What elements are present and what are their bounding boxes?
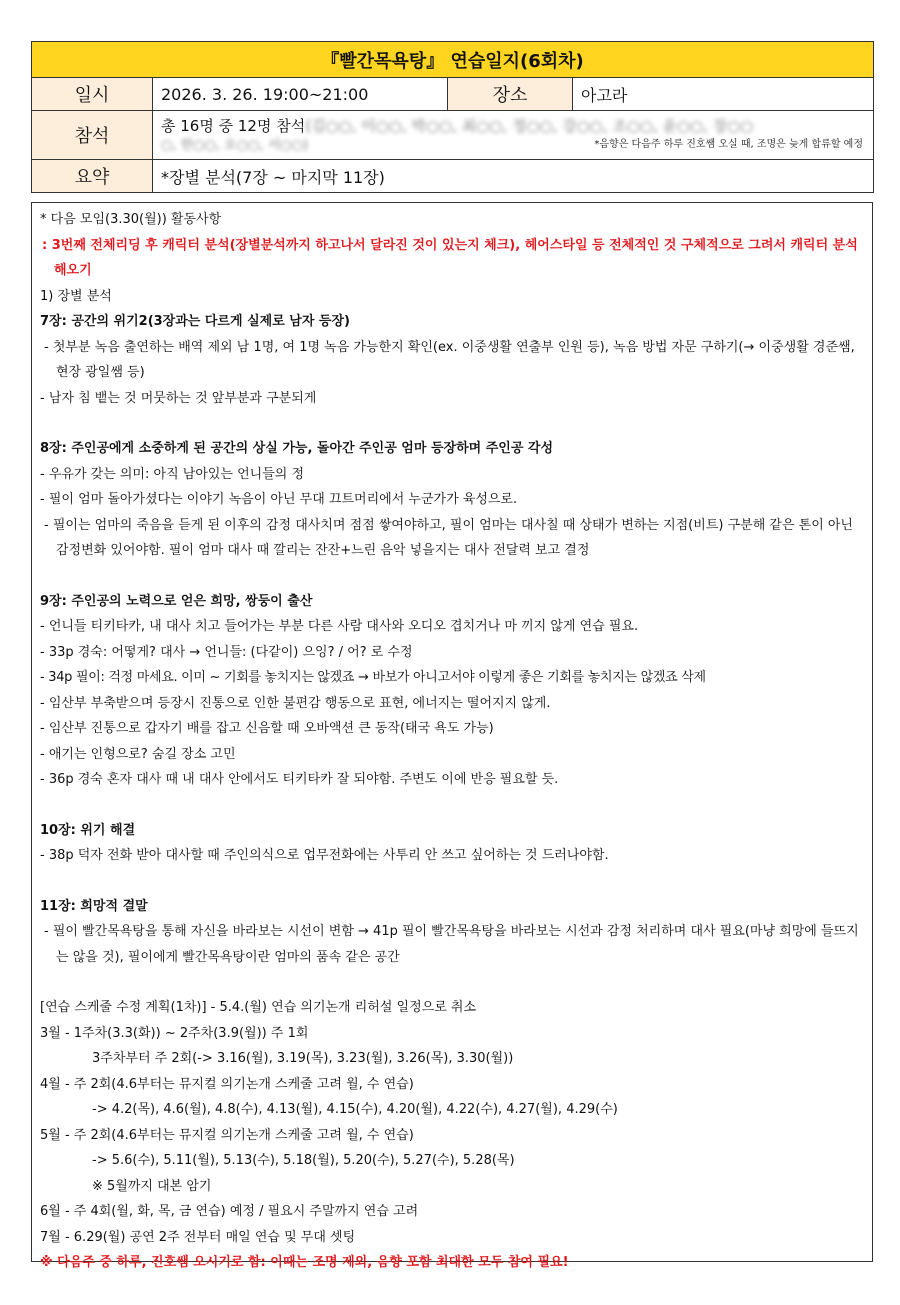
final-notice: ※ 다음주 중 하루, 진호쌤 오시기로 함: 이때는 조명 제외, 음향 포함 최대한 모두 참여 필요! (40, 1255, 569, 1270)
schedule-june: 6월 - 주 4회(월, 화, 목, 금 연습) 예정 / 필요시 주말까지 연습 고려 (40, 1204, 419, 1219)
next-meeting-line: * 다음 모임(3.30(월)) 활동사항 (40, 212, 222, 227)
list-item: - 임산부 진통으로 갑자기 배를 잡고 신음할 때 오바액션 큰 동작(태국 욕도 가능) (40, 721, 494, 736)
attendance-note: *음향은 다음주 하루 진호쌤 오실 때, 조명은 늦게 합류할 예정 (594, 139, 864, 150)
schedule-title: [연습 스케줄 수정 계획(1차)] - 5.4.(월) 연습 의기논개 리허설 일정으로 취소 (40, 1000, 477, 1015)
chapter9-title: 9장: 주인공의 노력으로 얻은 희망, 쌍둥이 출산 (40, 593, 313, 609)
summary-label: 요약 (32, 160, 153, 193)
schedule-may-detail: -> 5.6(수), 5.11(월), 5.13(수), 5.18(월), 5.20(수), 5.27(수), 5.28(목) (92, 1153, 515, 1168)
date-label: 일시 (32, 78, 153, 111)
chapter11-title: 11장: 희망적 결말 (40, 898, 148, 914)
list-item: - 필이 엄마 돌아가셨다는 이야기 녹음이 아닌 무대 끄트머리에서 누군가가 육성으로. (40, 492, 518, 507)
list-item: - 34p 필이: 걱정 마세요. 이미 ~ 기회를 놓치지는 않겠죠 → 바보가 아니고서야 이렇게 좋은 기회를 놓치지는 않겠죠 삭제 (40, 670, 706, 685)
chapter10-title: 10장: 위기 해결 (40, 822, 136, 838)
list-item: - 임산부 부축받으며 등장시 진통으로 인한 불편감 행동으로 표현, 에너지는 떨어지지 않게. (40, 695, 551, 711)
list-item: - 첫부분 녹음 출연하는 배역 제외 남 1명, 여 1명 녹음 가능한지 확인(ex. 이중생활 연출부 인원 등), 녹음 방법 자문 구하기(→ 이중생활 경준쌤, 현장 광일쌤 등) (44, 339, 855, 380)
date-value: 2026. 3. 26. 19:00~21:00 (153, 78, 448, 111)
attendance-label: 참석 (32, 111, 153, 160)
list-item: - 38p 덕자 전화 받아 대사할 때 주인의식으로 업무전화에는 사투리 안 쓰고 싶어하는 것 드러나야함. (40, 848, 609, 863)
attendance-names-blurred: (김○○, 이○○, 박○○, 최○○, 정○○, 강○○, 조○○, 윤○○, 장○○ (305, 117, 754, 135)
header-table (31, 41, 874, 193)
place-label: 장소 (448, 78, 573, 111)
schedule-may-note: ※ 5월까지 대본 암기 (92, 1178, 212, 1194)
list-item: - 36p 경숙 혼자 대사 때 내 대사 안에서도 티키타카 잘 되야함. 주변도 이에 반응 필요할 듯. (40, 772, 559, 787)
chapter8-title: 8장: 주인공에게 소중하게 된 공간의 상실 가능, 돌아간 주인공 엄마 등장하며 주인공 각성 (40, 441, 554, 456)
list-item: - 남자 침 뱉는 것 머뭇하는 것 앞부분과 구분되게 (40, 390, 317, 406)
list-item: - 33p 경숙: 어떻게? 대사 → 언니들: (다같이) 으잉? / 어? 로 수정 (40, 644, 413, 660)
list-item: - 언니들 티키타카, 내 대사 치고 들어가는 부분 다른 사람 대사와 오디오 겹치거나 마 끼지 않게 연습 필요. (40, 619, 639, 634)
summary-value: *장별 분석(7장 ~ 마지막 11장) (153, 160, 874, 193)
next-meeting-task: : 3번째 전체리딩 후 캐릭터 분석(장별분석까지 하고나서 달라진 것이 있는지 체크), 헤어스타일 등 전체적인 것 구체적으로 그려서 캐릭터 분석해오기 (42, 237, 858, 278)
schedule-march: 3월 - 1주차(3.3(화)) ~ 2주차(3.9(월)) 주 1회 (40, 1025, 309, 1041)
notes-body (31, 202, 873, 1270)
list-item: - 필이는 엄마의 죽음을 듣게 된 이후의 감정 대사치며 점점 쌓여야하고, 필이 엄마는 대사칠 때 상태가 변하는 지점(비트) 구분해 같은 톤이 아닌 감정변화 있어야함. 필이 엄마 대사 때 깔리는 잔잔+느린 음악 넣을지는 대사 전달력 보고 결정 (44, 517, 853, 558)
attendance-cell (153, 111, 874, 160)
document-title: 『빨간목욕탕』 연습일지(6회차) (32, 42, 874, 78)
list-item: - 우유가 갖는 의미: 아직 남아있는 언니들의 정 (40, 466, 305, 482)
list-item: - 애기는 인형으로? 숨길 장소 고민 (40, 746, 236, 762)
schedule-april: 4월 - 주 2회(4.6부터는 뮤지컬 의기논개 스케줄 고려 월, 수 연습) (40, 1076, 414, 1092)
attendance-names-blurred-2: ○, 한○○, 오○○, 서○○) (161, 138, 308, 153)
schedule-july: 7월 - 6.29(월) 공연 2주 전부터 매일 연습 및 무대 셋팅 (40, 1229, 356, 1245)
section-heading: 1) 장별 분석 (40, 288, 112, 304)
place-value: 아고라 (573, 78, 874, 111)
chapter7-title: 7장: 공간의 위기2(3장과는 다르게 실제로 남자 등장) (40, 314, 350, 329)
schedule-may: 5월 - 주 2회(4.6부터는 뮤지컬 의기논개 스케줄 고려 월, 수 연습) (40, 1127, 414, 1143)
schedule-march-detail: 3주차부터 주 2회(-> 3.16(월), 3.19(목), 3.23(월), 3.26(목), 3.30(월)) (92, 1051, 514, 1066)
attendance-count: 총 16명 중 12명 참석 (161, 117, 306, 135)
list-item: - 필이 빨간목욕탕을 통해 자신을 바라보는 시선이 변함 → 41p 필이 빨간목욕탕을 바라보는 시선과 감정 처리하며 대사 필요(마냥 희망에 들뜨지는 않을 것), 필이에게 빨간목욕탕이란 엄마의 품속 같은 공간 (44, 924, 859, 965)
schedule-april-detail: -> 4.2(목), 4.6(월), 4.8(수), 4.13(월), 4.15(수), 4.20(월), 4.22(수), 4.27(월), 4.29(수) (92, 1102, 618, 1117)
practice-log-sheet (31, 41, 873, 1270)
